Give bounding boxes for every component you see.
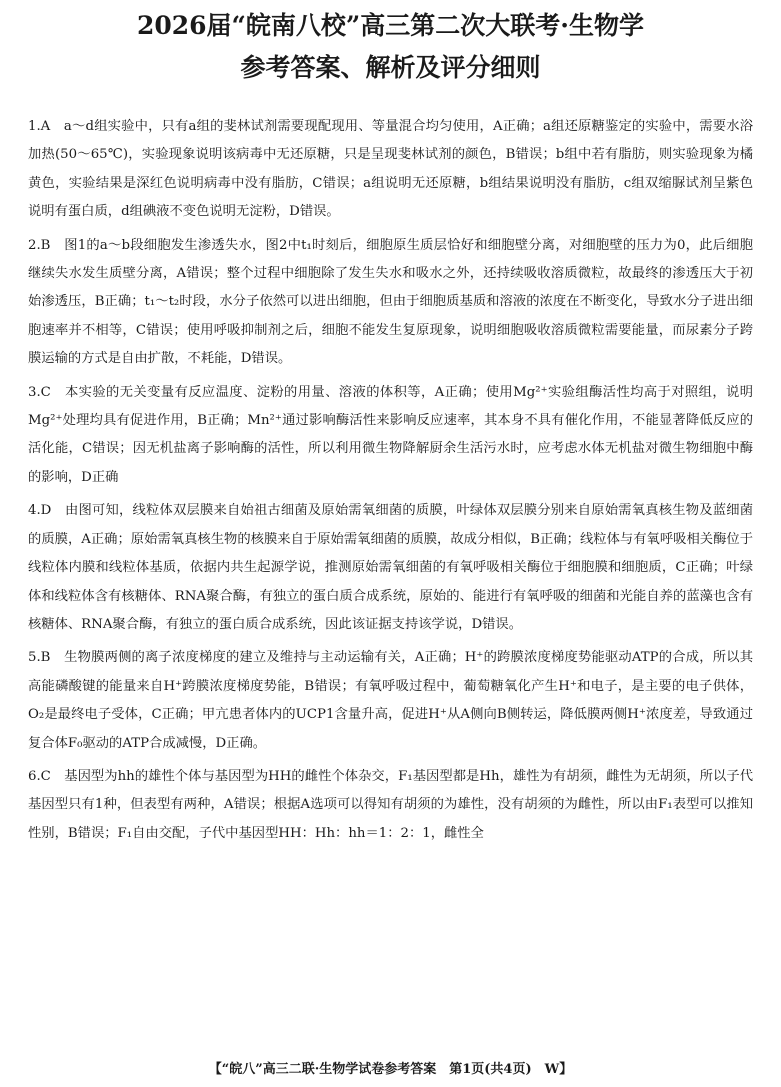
page-title: 2026届“皖南八校”高三第二次大联考·生物学: [136, 11, 645, 40]
page-subtitle: 参考答案、解析及评分细则: [240, 53, 541, 82]
answer-item-1: 1.A a～d组实验中，只有a组的斐林试剂需要现配现用、等量混合均匀使用，A正确；a组还原糖鉴定的实验中，需要水浴加热(50～65℃)，实验现象说明该病毒中无还原糖，只是呈现斐林试剂的颜色，B错误；b组中若有脂肪，则实验现象为橘黄色，实验结果是深红色说明病毒中没有脂肪，C错误；a组说明无还原糖，b组结果说明没有脂肪，c组双缩脲试剂呈紫色说明有蛋白质，d组碘液不变色说明无淀粉，D错误。: [28, 119, 753, 220]
answer-item-2: 2.B 图1的a～b段细胞发生渗透失水，图2中t₁时刻后，细胞原生质层恰好和细胞壁分离，对细胞壁的压力为0，此后细胞继续失水发生质壁分离，A错误；整个过程中细胞除了发生失水和吸水之外，还持续吸收溶质微粒，故最终的渗透压大于初始渗透压，B正确；t₁～t₂时段，水分子依然可以进出细胞，但由于细胞质基质和溶液的浓度在不断变化，导致水分子进出细胞速率并不相等，C错误；使用呼吸抑制剂之后，细胞不能发生复原现象，说明细胞吸收溶质微粒需要能量，而尿素分子跨膜运输的方式是自由扩散，不耗能，D错误。: [28, 237, 753, 367]
page-footer: 【“皖八”高三二联·生物学试卷参考答案 第1页(共4页) W】: [208, 1062, 573, 1077]
answer-item-6: 6.C 基因型为hh的雄性个体与基因型为HH的雌性个体杂交，F₁基因型都是Hh，雄性为有胡须，雌性为无胡须，所以子代基因型只有1种，但表型有两种，A错误；根据A选项可以得知有胡须的为雄性，没有胡须的为雌性，所以由F₁表型可以推知性别，B错误；F₁自由交配，子代中基因型HH：Hh：hh＝1：2：1，雌性全: [28, 768, 753, 841]
answer-list: [28, 113, 753, 853]
answer-item-3: 3.C 本实验的无关变量有反应温度、淀粉的用量、溶液的体积等，A正确；使用Mg²⁺实验组酶活性均高于对照组，说明Mg²⁺处理均具有促进作用，B正确；Mn²⁺通过影响酶活性来影响反应速率，其本身不具有催化作用，不能显著降低反应的活化能，C错误；因无机盐离子影响酶的活性，所以利用微生物降解厨余生活污水时，应考虑水体无机盐对微生物细胞中酶的影响，D正确: [28, 384, 753, 485]
answer-item-5: 5.B 生物膜两侧的离子浓度梯度的建立及维持与主动运输有关，A正确；H⁺的跨膜浓度梯度势能驱动ATP的合成，所以其高能磷酸键的能量来自H⁺跨膜浓度梯度势能，B错误；有氧呼吸过程中，葡萄糖氧化产生H⁺和电子，是主要的电子供体，O₂是最终电子受体，C正确；甲亢患者体内的UCP1含量升高，促进H⁺从A侧向B侧转运，降低膜两侧H⁺浓度差，导致通过复合体F₀驱动的ATP合成减慢，D正确。: [28, 650, 753, 751]
answer-item-4: 4.D 由图可知，线粒体双层膜来自始祖古细菌及原始需氧细菌的质膜，叶绿体双层膜分别来自原始需氧真核生物及蓝细菌的质膜，A正确；原始需氧真核生物的核膜来自于原始需氧细菌的质膜，故成分相似，B正确；线粒体与有氧呼吸相关酶位于线粒体内膜和线粒体基质，依据内共生起源学说，推测原始需氧细菌的有氧呼吸相关酶位于细胞膜和细胞质，C正确；叶绿体和线粒体含有核糖体、RNA聚合酶，有独立的蛋白质合成系统，原始的、能进行有氧呼吸的细菌和光能自养的蓝藻也含有核糖体、RNA聚合酶，有独立的蛋白质合成系统，因此该证据支持该学说，D错误。: [28, 503, 753, 632]
